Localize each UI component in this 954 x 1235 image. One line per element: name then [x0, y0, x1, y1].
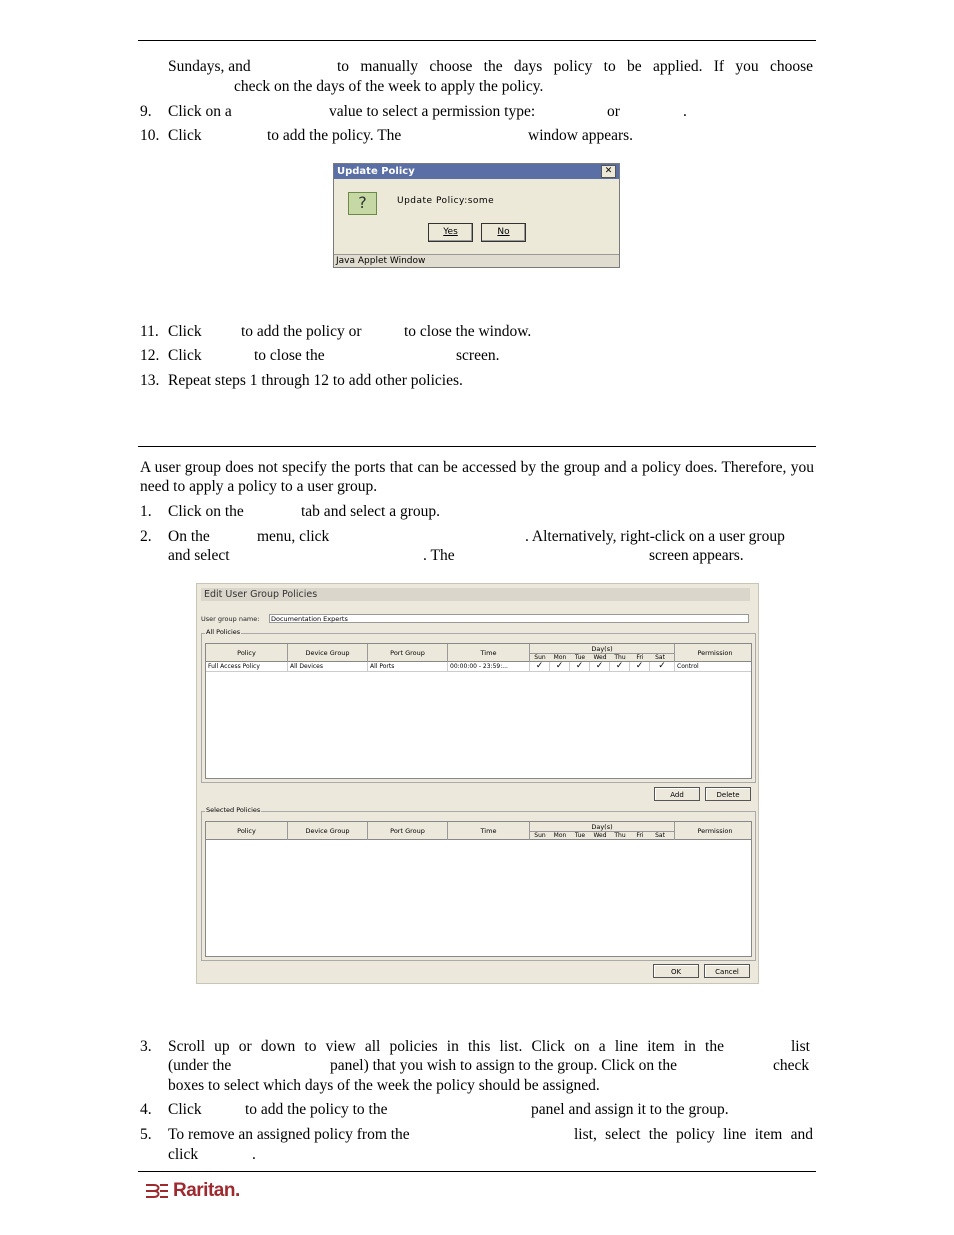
step-text: window appears.: [528, 127, 634, 144]
step-text: panel and assign it to the group.: [531, 1101, 729, 1118]
day-label: Mon: [553, 654, 567, 661]
footer-rule: [138, 1171, 816, 1172]
step-text: tab and select a group.: [301, 503, 441, 520]
step-text: .: [683, 103, 687, 120]
step-text: menu, click: [257, 528, 330, 545]
col-device-group[interactable]: Device Group: [288, 822, 368, 840]
col-permission[interactable]: Permission: [697, 827, 733, 835]
cont-line-1b: to manually choose the days policy to be applied. If you choose: [337, 58, 813, 75]
step-text: On the: [168, 528, 210, 545]
step-number: 4.: [140, 1101, 152, 1118]
intro-paragraph: A user group does not specify the ports that can be accessed by the group and a policy does. Therefore, you need to apply a policy to a user group.: [140, 459, 814, 495]
selected-policies-label: Selected Policies: [206, 806, 261, 814]
day-label: Fri: [636, 654, 644, 661]
step-text: Click on the: [168, 503, 244, 520]
step-text: panel) that you wish to assign to the group. Click on the: [330, 1057, 677, 1074]
day-checkbox[interactable]: ✓: [530, 662, 550, 671]
step-text: list, select the policy line item and: [574, 1126, 813, 1143]
day-label: Sun: [534, 654, 546, 661]
raritan-logo: [144, 1180, 240, 1202]
step-text: list: [791, 1038, 810, 1055]
step-number: 12.: [140, 347, 160, 364]
delete-button[interactable]: Delete: [705, 787, 751, 801]
step-number: 1.: [140, 503, 152, 520]
cell-policy: Full Access Policy: [206, 662, 288, 671]
question-icon: ?: [348, 192, 377, 215]
step-text: . The: [423, 547, 455, 564]
step-text: value to select a permission type:: [329, 103, 536, 120]
cont-line-2: check on the days of the week to apply the policy.: [234, 78, 544, 95]
col-permission[interactable]: Permission: [697, 649, 733, 657]
step-text: to add the policy to the: [245, 1101, 388, 1118]
dialog-title-bar: [334, 164, 619, 179]
col-port-group[interactable]: Port Group: [368, 644, 448, 662]
step-number: 11.: [140, 323, 159, 340]
yes-button[interactable]: Yes: [428, 223, 473, 242]
step-text: (under the: [168, 1057, 232, 1074]
step-text: screen appears.: [649, 547, 744, 564]
day-label: Wed: [593, 832, 607, 839]
all-policies-label: All Policies: [206, 628, 241, 636]
step-text: to add the policy or: [241, 323, 362, 340]
step-number: 10.: [140, 127, 160, 144]
all-policies-group: [201, 628, 756, 783]
step-number: 5.: [140, 1126, 152, 1143]
cont-line-1a: Sundays, and: [168, 58, 251, 75]
step-text: screen.: [456, 347, 500, 364]
days-header: Day(s): [591, 823, 613, 831]
col-days[interactable]: [530, 822, 675, 840]
col-days[interactable]: [530, 644, 675, 662]
dialog-footer: Java Applet Window: [334, 254, 619, 267]
all-policies-table[interactable]: [205, 643, 752, 779]
cancel-button[interactable]: Cancel: [704, 964, 750, 978]
day-label: Thu: [614, 654, 626, 661]
raritan-logo-text: Raritan.: [173, 1180, 240, 1201]
step-text: Click: [168, 323, 202, 340]
dialog-title: Update Policy: [337, 166, 415, 177]
col-policy[interactable]: Policy: [206, 822, 288, 840]
step-text: check: [773, 1057, 810, 1074]
step-text: Click: [168, 347, 202, 364]
step-text: and select: [168, 547, 230, 564]
update-policy-dialog: [333, 163, 620, 268]
day-label: Sun: [534, 832, 546, 839]
step-text: click: [168, 1146, 199, 1163]
header-rule: [138, 40, 816, 41]
col-time[interactable]: Time: [448, 822, 530, 840]
ok-button[interactable]: OK: [653, 964, 699, 978]
col-policy[interactable]: Policy: [206, 644, 288, 662]
day-label: Wed: [593, 654, 607, 661]
selected-policies-table[interactable]: [205, 821, 752, 957]
table-row[interactable]: [206, 662, 751, 672]
table-header: [206, 644, 751, 662]
panel-title: Edit User Group Policies: [201, 588, 750, 601]
cell-port-group: All Ports: [368, 662, 448, 671]
cell-device-group: All Devices: [288, 662, 368, 671]
day-checkbox[interactable]: ✓: [610, 662, 630, 671]
no-button[interactable]: No: [481, 223, 526, 242]
section-rule: [138, 446, 816, 447]
add-button[interactable]: Add: [654, 787, 700, 801]
step-text: boxes to select which days of the week the policy should be assigned.: [168, 1077, 600, 1094]
edit-user-group-policies-panel: [196, 583, 759, 984]
cell-permission: Control: [677, 663, 699, 670]
step-text: Click on a: [168, 103, 232, 120]
col-device-group[interactable]: Device Group: [288, 644, 368, 662]
day-label: Tue: [574, 654, 586, 661]
dialog-message: Update Policy:some: [397, 196, 495, 206]
day-checkbox[interactable]: ✓: [550, 662, 570, 671]
day-label: Thu: [614, 832, 626, 839]
day-checkbox[interactable]: ✓: [590, 662, 610, 671]
cell-time: 00:00:00 - 23:59:...: [448, 662, 530, 671]
step-text: or: [607, 103, 620, 120]
step-number: 3.: [140, 1038, 152, 1055]
step-number: 2.: [140, 528, 152, 545]
day-label: Fri: [636, 832, 644, 839]
step-text: Scroll up or down to view all policies in this list. Click on a line item in the: [168, 1038, 724, 1055]
day-label: Sat: [655, 832, 665, 839]
day-checkbox[interactable]: ✓: [650, 662, 675, 671]
raritan-logo-icon: [144, 1182, 170, 1200]
day-label: Sat: [655, 654, 665, 661]
step-text: To remove an assigned policy from the: [168, 1126, 410, 1143]
col-time[interactable]: Time: [448, 644, 530, 662]
step-text: to add the policy. The: [267, 127, 402, 144]
day-label: Tue: [574, 832, 586, 839]
step-text: Click: [168, 1101, 202, 1118]
day-checkbox[interactable]: ✓: [570, 662, 590, 671]
close-icon[interactable]: ✕: [601, 165, 616, 178]
step-number: 13.: [140, 372, 160, 389]
day-label: Mon: [553, 832, 567, 839]
selected-policies-group: [201, 806, 756, 961]
step-text: Click: [168, 127, 202, 144]
step-number: 9.: [140, 103, 152, 120]
step-text: Repeat steps 1 through 12 to add other policies.: [168, 372, 463, 389]
table-header: [206, 822, 751, 840]
col-port-group[interactable]: Port Group: [368, 822, 448, 840]
step-text: to close the window.: [404, 323, 532, 340]
day-checkbox[interactable]: ✓: [630, 662, 650, 671]
days-header: Day(s): [591, 645, 613, 653]
step-text: . Alternatively, right-click on a user group: [525, 528, 785, 545]
user-group-name-label: User group name:: [201, 615, 260, 623]
step-text: to close the: [254, 347, 325, 364]
user-group-name-field[interactable]: Documentation Experts: [269, 614, 749, 623]
step-text: .: [252, 1146, 256, 1163]
